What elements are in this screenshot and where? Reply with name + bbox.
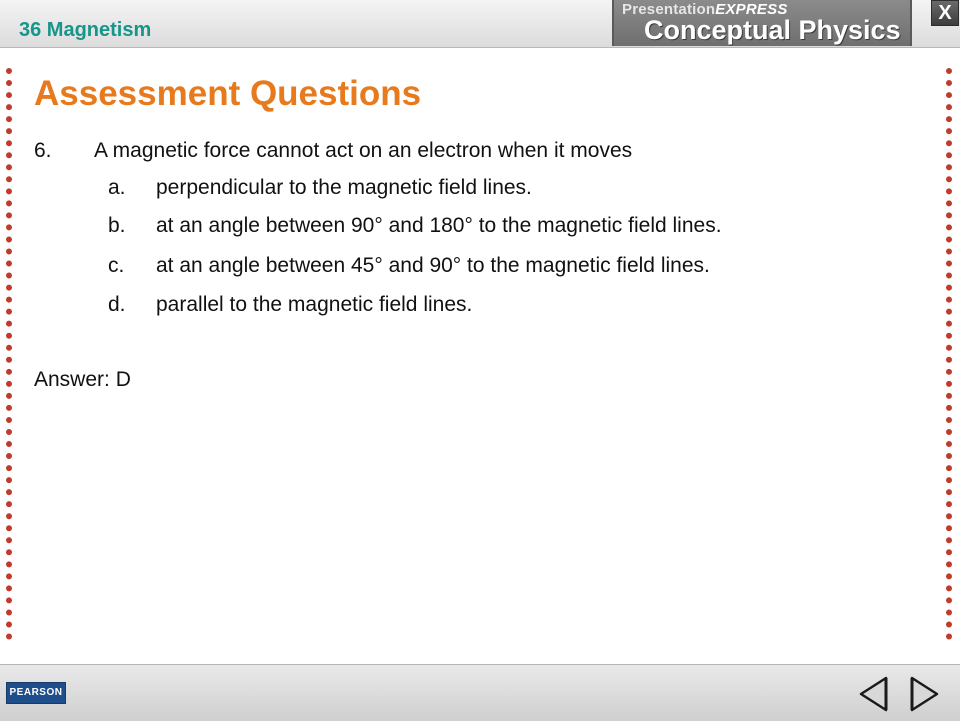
slide-title: Assessment Questions xyxy=(34,74,422,113)
option-d-letter: d. xyxy=(108,293,126,316)
brand-subtitle-prefix: Presentation xyxy=(622,1,716,18)
left-dotted-border xyxy=(6,68,12,640)
option-b-letter: b. xyxy=(108,214,126,237)
chapter-title: 36 Magnetism xyxy=(19,19,152,41)
publisher-logo: PEARSON xyxy=(6,682,66,704)
option-a-text: perpendicular to the magnetic field lines. xyxy=(156,176,532,199)
question-number: 6. xyxy=(34,139,52,162)
previous-slide-button[interactable] xyxy=(856,675,894,713)
answer-text: Answer: D xyxy=(34,368,131,391)
arrow-right-icon xyxy=(912,678,937,710)
brand-title: Conceptual Physics xyxy=(644,15,901,45)
arrow-left-icon xyxy=(861,678,886,710)
footer-bar xyxy=(0,664,960,721)
option-d-text: parallel to the magnetic field lines. xyxy=(156,293,473,316)
next-slide-button[interactable] xyxy=(904,675,942,713)
brand-subtitle-bold: EXPRESS xyxy=(715,1,788,18)
option-c-letter: c. xyxy=(108,254,125,277)
option-c-text: at an angle between 45° and 90° to the magnetic field lines. xyxy=(156,254,710,277)
exit-button[interactable]: X xyxy=(931,0,959,26)
brand-banner xyxy=(612,0,912,46)
option-a-letter: a. xyxy=(108,176,126,199)
right-dotted-border xyxy=(946,68,952,640)
header-bar xyxy=(0,0,960,48)
option-b-text: at an angle between 90° and 180° to the magnetic field lines. xyxy=(156,214,722,237)
question-text: A magnetic force cannot act on an electron when it moves xyxy=(94,139,633,162)
